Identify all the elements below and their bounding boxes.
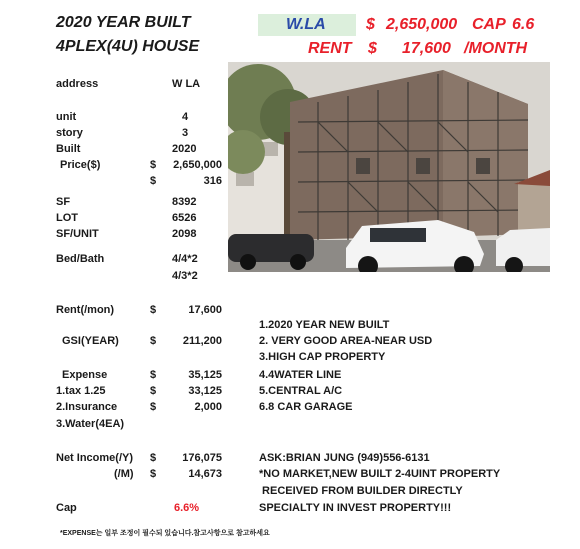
unit-label: unit bbox=[56, 111, 77, 123]
rent-label: Rent(/mon) bbox=[56, 304, 115, 316]
contact-line: RECEIVED FROM BUILDER DIRECTLY bbox=[259, 485, 463, 497]
story-label: story bbox=[56, 127, 83, 139]
net-income-value: 176,075 bbox=[182, 452, 222, 464]
lot-value: 6526 bbox=[172, 212, 197, 224]
expense-label: Expense bbox=[62, 369, 108, 381]
sf-label: SF bbox=[56, 196, 71, 208]
lot-label: LOT bbox=[56, 212, 78, 224]
title-line1: 2020 YEAR BUILT bbox=[56, 14, 191, 31]
sf-value: 8392 bbox=[172, 196, 197, 208]
insurance-label: 2.Insurance bbox=[56, 401, 118, 413]
feature-item: 2. VERY GOOD AREA-NEAR USD bbox=[259, 335, 433, 347]
story-value: 3 bbox=[182, 127, 189, 139]
header-cap-value: 6.6 bbox=[512, 16, 535, 33]
price-label: Price($) bbox=[60, 159, 101, 171]
unit-value: 4 bbox=[182, 111, 189, 123]
address-label: address bbox=[56, 78, 99, 90]
tax-sym: $ bbox=[150, 385, 157, 397]
bed-bath-label: Bed/Bath bbox=[56, 253, 105, 265]
tax-label: 1.tax 1.25 bbox=[56, 385, 106, 397]
bed-bath-value-2: 4/3*2 bbox=[172, 270, 198, 282]
gsi-label: GSI(YEAR) bbox=[62, 335, 119, 347]
title-line2: 4PLEX(4U) HOUSE bbox=[56, 38, 200, 55]
header-cap-label: CAP bbox=[472, 16, 506, 33]
rent-sym: $ bbox=[150, 304, 157, 316]
insurance-value: 2,000 bbox=[194, 401, 222, 413]
contact-line: *NO MARKET,NEW BUILT 2-4UINT PROPERTY bbox=[259, 468, 501, 480]
expense-sym: $ bbox=[150, 369, 157, 381]
header-rent-unit: /MONTH bbox=[464, 40, 528, 57]
monthly-income-label: (/M) bbox=[114, 468, 134, 480]
net-income-sym: $ bbox=[150, 452, 157, 464]
gsi-sym: $ bbox=[150, 335, 157, 347]
per-sf-sym: $ bbox=[150, 175, 157, 187]
feature-item: 5.CENTRAL A/C bbox=[259, 385, 343, 397]
property-photo bbox=[228, 62, 550, 272]
contact-line: ASK:BRIAN JUNG (949)556-6131 bbox=[259, 452, 430, 464]
cap-label: Cap bbox=[56, 502, 77, 514]
tax-value: 33,125 bbox=[188, 385, 222, 397]
bed-bath-value-1: 4/4*2 bbox=[172, 253, 198, 265]
built-value: 2020 bbox=[172, 143, 197, 155]
header-rent-value: 17,600 bbox=[402, 40, 451, 57]
insurance-sym: $ bbox=[150, 401, 157, 413]
header-rent-label: RENT bbox=[308, 40, 352, 57]
address-value: W LA bbox=[172, 78, 201, 90]
contact-line: SPECIALTY IN INVEST PROPERTY!!! bbox=[259, 502, 452, 514]
sf-unit-label: SF/UNIT bbox=[56, 228, 99, 240]
feature-item: 1.2020 YEAR NEW BUILT bbox=[259, 319, 390, 331]
monthly-income-sym: $ bbox=[150, 468, 157, 480]
sf-unit-value: 2098 bbox=[172, 228, 197, 240]
built-label: Built bbox=[56, 143, 81, 155]
expense-value: 35,125 bbox=[188, 369, 222, 381]
cap-value: 6.6% bbox=[174, 502, 200, 514]
feature-item: 6.8 CAR GARAGE bbox=[259, 401, 353, 413]
feature-item: 4.4WATER LINE bbox=[259, 369, 342, 381]
per-sf-value: 316 bbox=[203, 175, 222, 187]
header-rent-sym: $ bbox=[368, 40, 377, 57]
feature-item: 3.HIGH CAP PROPERTY bbox=[259, 351, 386, 363]
gsi-value: 211,200 bbox=[182, 335, 222, 347]
water-label: 3.Water(4EA) bbox=[56, 418, 125, 430]
location-label: W.LA bbox=[286, 16, 326, 33]
price-value: 2,650,000 bbox=[173, 159, 222, 171]
price-sym: $ bbox=[150, 159, 157, 171]
rent-value: 17,600 bbox=[188, 304, 222, 316]
header-price: 2,650,000 bbox=[386, 16, 458, 33]
net-income-label: Net Income(/Y) bbox=[56, 452, 134, 464]
footnote: *EXPENSE는 일부 조정이 필수되 있습니다.참고사항으로 참고하세요 bbox=[60, 530, 270, 537]
header-price-sym: $ bbox=[366, 16, 375, 33]
monthly-income-value: 14,673 bbox=[188, 468, 222, 480]
